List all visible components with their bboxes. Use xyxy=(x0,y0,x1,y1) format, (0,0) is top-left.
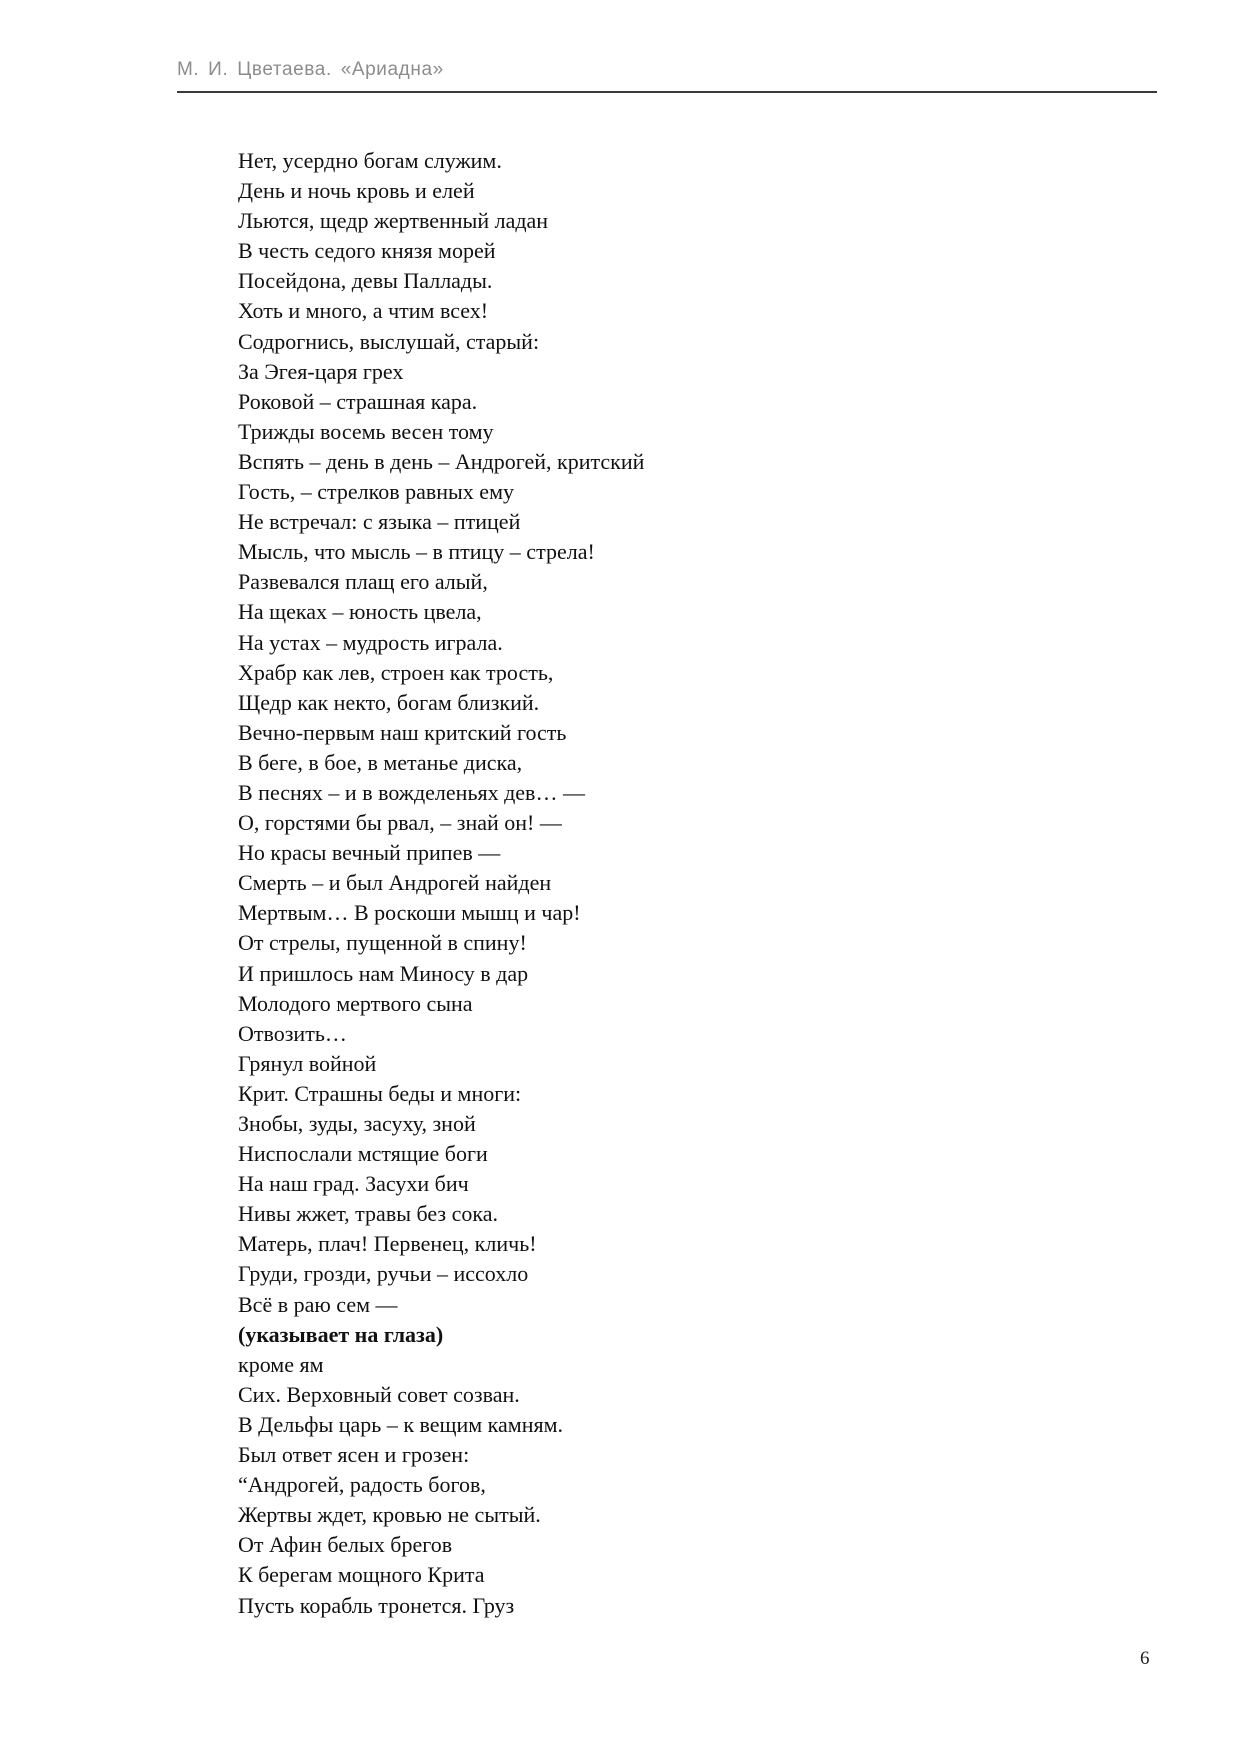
poem-line: Всё в раю сем — xyxy=(238,1291,398,1317)
poem-text xyxy=(238,146,644,1621)
poem-line: Груди, грозди, ручьи – иссохло xyxy=(238,1261,529,1287)
poem-line: В песнях – и в вожделеньях дев… — xyxy=(238,779,585,805)
poem-line: Знобы, зуды, засуху, зной xyxy=(238,1111,476,1136)
poem-line: На наш град. Засухи бич xyxy=(238,1171,469,1197)
poem-line: Вспять – день в день – Андрогей, критский xyxy=(238,448,645,474)
poem-line: кроме ям xyxy=(238,1351,324,1377)
poem-line: Нивы жжет, травы без сока. xyxy=(238,1201,498,1227)
poem-line: За Эгея-царя грех xyxy=(238,358,404,384)
poem-line: Пусть корабль тронется. Груз xyxy=(238,1592,515,1618)
poem-line: Развевался плащ его алый, xyxy=(238,569,488,595)
poem-line: Роковой – страшная кара. xyxy=(238,388,478,414)
poem-line: Не встречал: с языка – птицей xyxy=(238,509,521,535)
poem-line: Вечно-первым наш критский гость xyxy=(238,719,567,745)
poem-line: О, горстями бы рвал, – знай он! — xyxy=(238,810,562,836)
poem-line: К берегам мощного Крита xyxy=(238,1562,485,1588)
poem-line: Отвозить… xyxy=(238,1020,347,1046)
poem-line: Грянул войной xyxy=(238,1050,377,1076)
poem-line: День и ночь кровь и елей xyxy=(238,178,475,204)
poem-line: Сих. Верховный совет созван. xyxy=(238,1381,520,1407)
poem-line: Мертвым… В роскоши мышц и чар! xyxy=(238,900,581,926)
poem-line: “Андрогей, радость богов, xyxy=(238,1472,486,1498)
poem-line: Молодого мертвого сына xyxy=(238,990,473,1016)
poem-line: Посейдона, девы Паллады. xyxy=(238,268,493,294)
poem-line: Нет, усердно богам служим. xyxy=(238,148,502,173)
poem-line: На устах – мудрость играла. xyxy=(238,629,503,655)
poem-line: Матерь, плач! Первенец, кличь! xyxy=(238,1231,537,1257)
poem-line: Ниспослали мстящие боги xyxy=(238,1141,488,1167)
poem-line: Храбр как лев, строен как трость, xyxy=(238,659,554,685)
poem-line: Содрогнись, выслушай, старый: xyxy=(238,328,540,354)
poem-line: Щедр как некто, богам близкий. xyxy=(238,689,540,715)
poem-line: Хоть и много, а чтим всех! xyxy=(238,298,489,324)
poem-line: Жертвы ждет, кровью не сытый. xyxy=(238,1502,541,1528)
poem-line: Гость, – стрелков равных ему xyxy=(238,479,514,505)
poem-line: От стрелы, пущенной в спину! xyxy=(238,930,527,956)
poem-line: Трижды восемь весен тому xyxy=(238,418,494,444)
poem-line: Но красы вечный припев — xyxy=(238,840,501,866)
poem-line: Мысль, что мысль – в птицу – стрела! xyxy=(238,539,595,565)
poem-line: Льются, щедр жертвенный ладан xyxy=(238,208,549,234)
poem-line: Крит. Страшны беды и многи: xyxy=(238,1080,522,1106)
poem-line: В честь седого князя морей xyxy=(238,238,496,264)
poem-line: И пришлось нам Миносу в дар xyxy=(238,960,529,986)
poem-line: Был ответ ясен и грозен: xyxy=(238,1442,470,1468)
poem-line: На щеках – юность цвела, xyxy=(238,599,482,625)
poem-line: От Афин белых брегов xyxy=(238,1532,453,1558)
poem-line: Смерть – и был Андрогей найден xyxy=(238,870,552,896)
poem-line: В беге, в бое, в метанье диска, xyxy=(238,749,523,775)
stage-direction: (указывает на глаза) xyxy=(238,1321,444,1347)
poem-line: В Дельфы царь – к вещим камням. xyxy=(238,1411,564,1437)
running-title: М. И. Цветаева. «Ариадна» xyxy=(177,59,444,80)
page-header xyxy=(177,55,1157,93)
page-number: 6 xyxy=(1140,1648,1150,1669)
